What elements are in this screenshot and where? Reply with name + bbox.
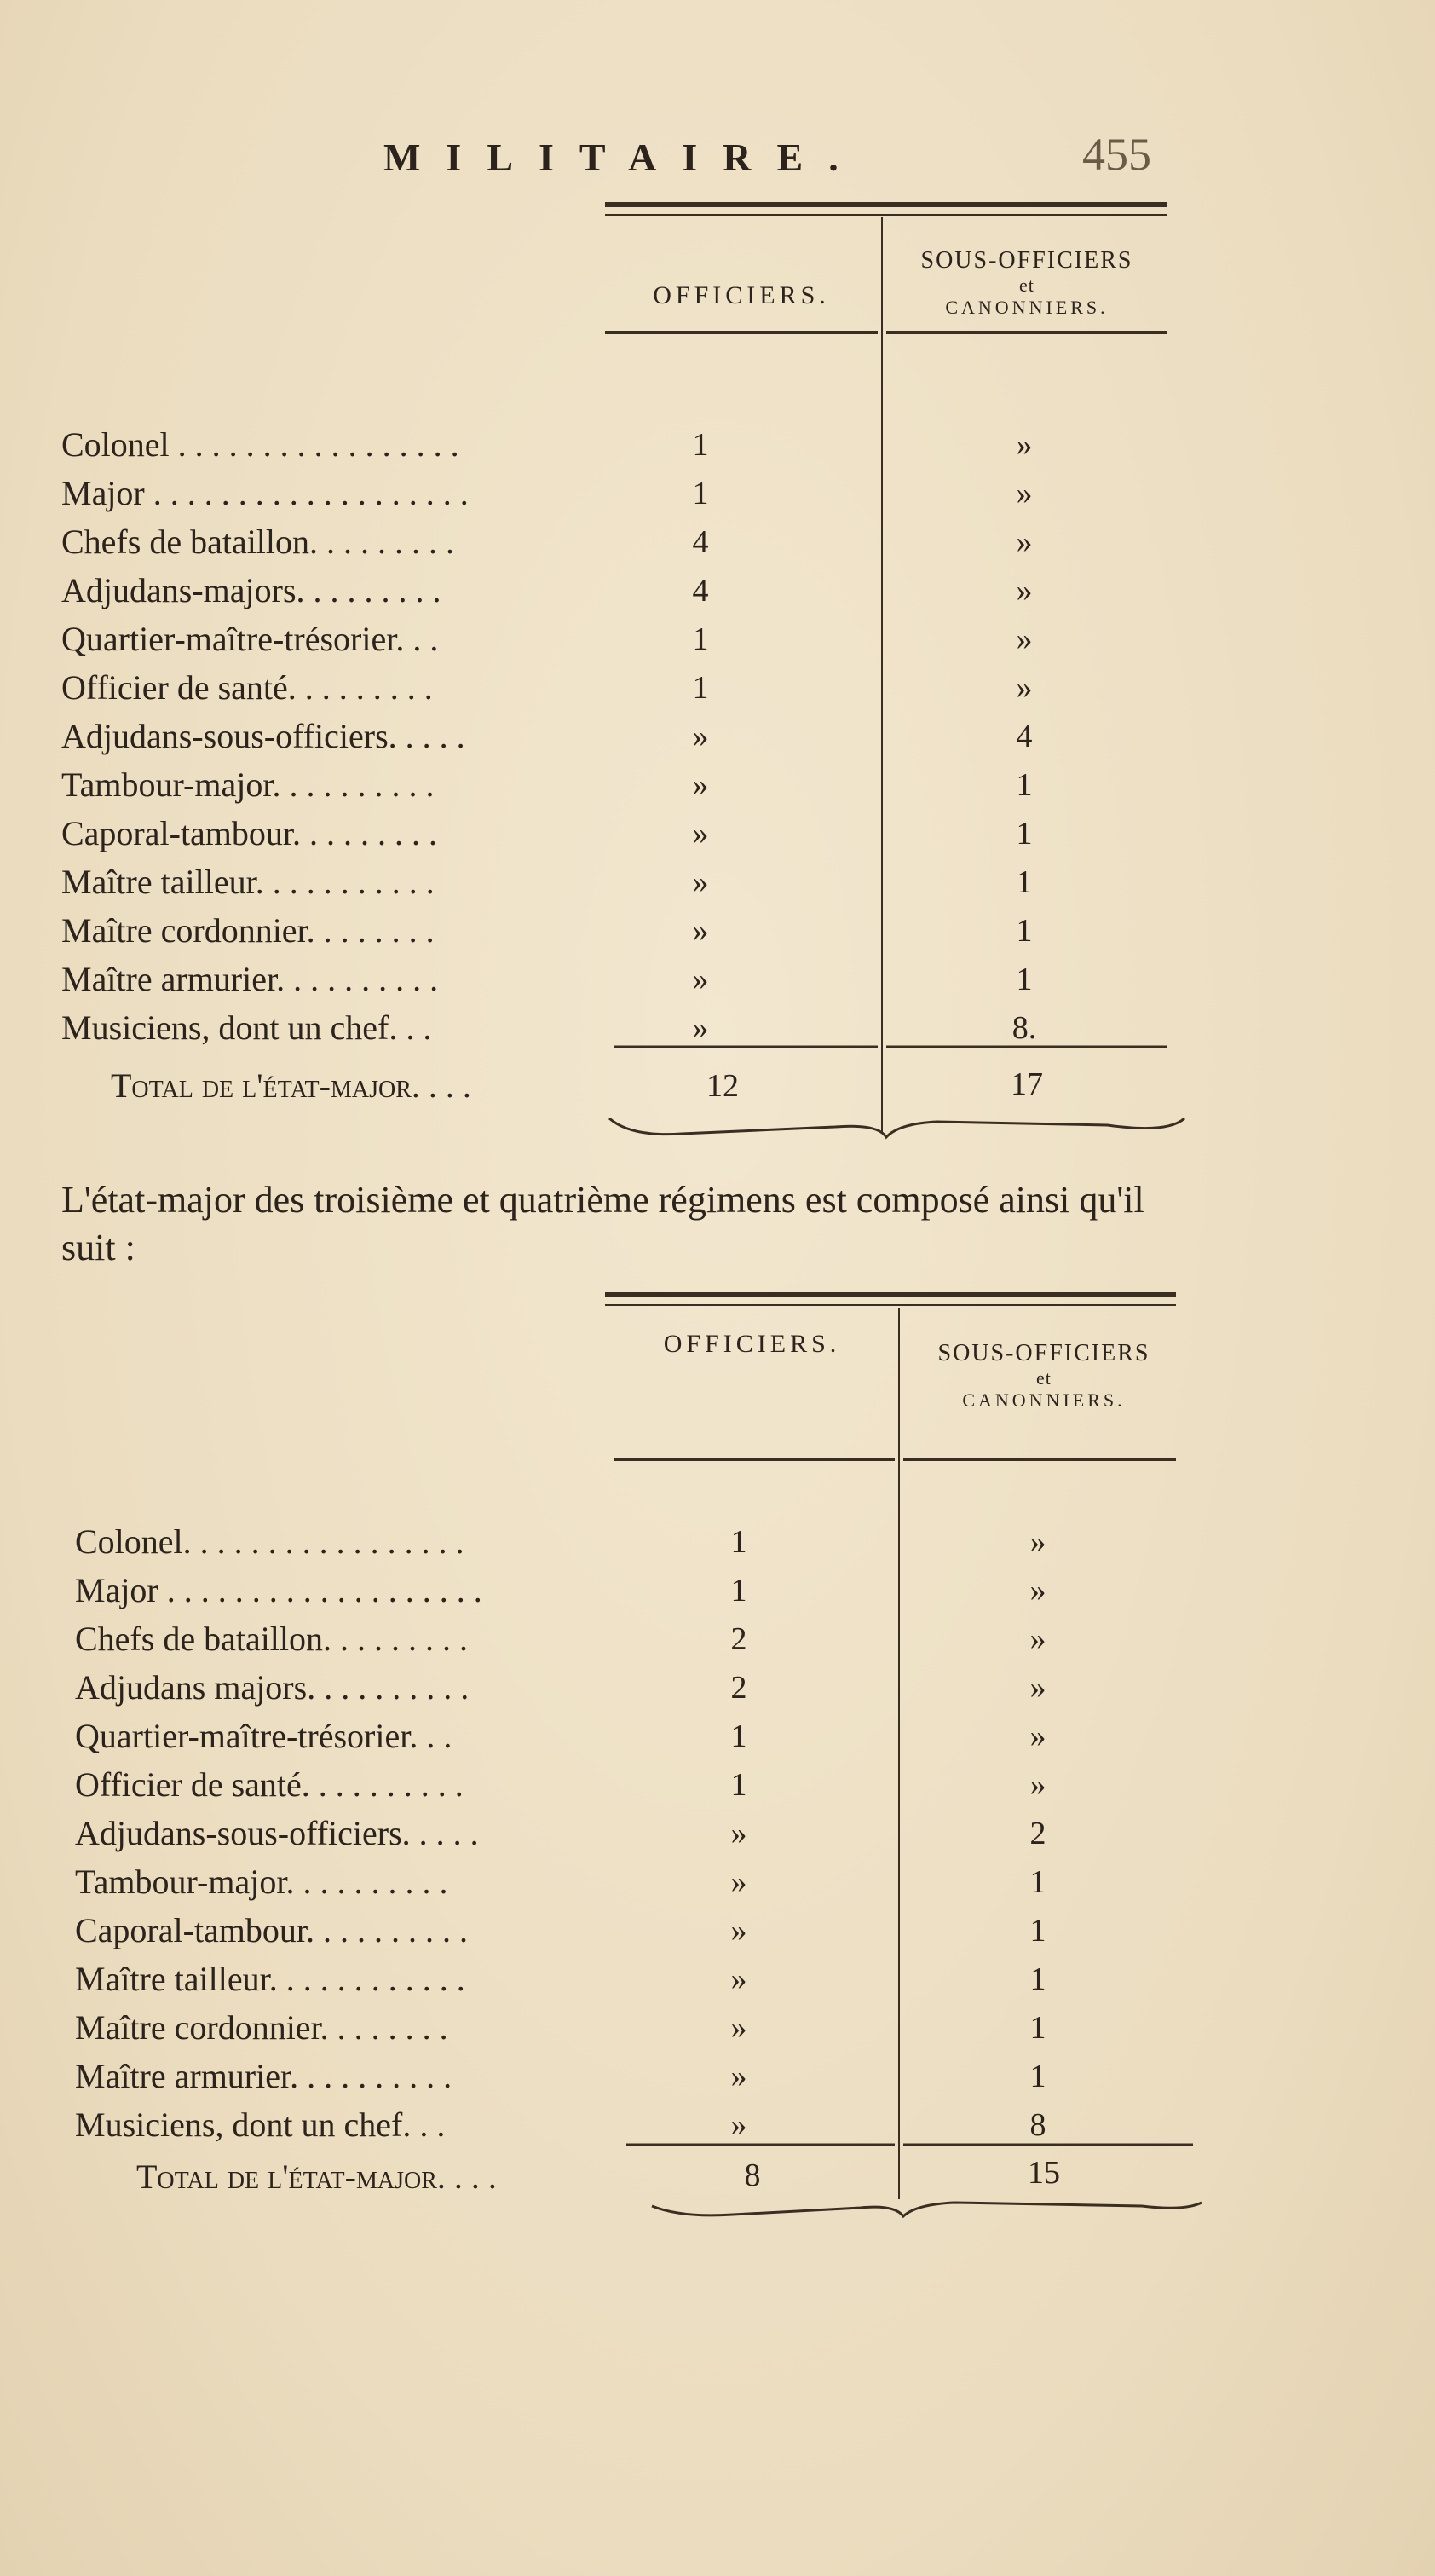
sous-officiers-value: 1 xyxy=(1016,767,1033,803)
sous-officiers-value: » xyxy=(1029,1767,1046,1803)
total-sous-officiers: 17 xyxy=(1011,1066,1043,1102)
row-label: Adjudans majors. . . . . . . . . . xyxy=(75,1668,470,1707)
sous-officiers-value: 1 xyxy=(1016,962,1033,997)
row-label: Adjudans-sous-officiers. . . . . xyxy=(61,717,465,755)
sous-officiers-value: 1 xyxy=(1029,1864,1046,1900)
officiers-value: » xyxy=(730,2107,747,2143)
officiers-value: 1 xyxy=(730,1767,747,1803)
officiers-value: » xyxy=(692,1010,709,1046)
officiers-value: » xyxy=(692,864,709,900)
row-label: Adjudans-sous-officiers. . . . . xyxy=(75,1814,479,1852)
sous-officiers-value: 1 xyxy=(1016,816,1033,852)
officiers-value: 4 xyxy=(692,573,709,609)
officiers-value: » xyxy=(692,962,709,997)
row-label: Tambour-major. . . . . . . . . . xyxy=(61,765,435,804)
row-label: Maître armurier. . . . . . . . . . xyxy=(61,960,439,998)
running-head: MILITAIRE. xyxy=(383,136,864,179)
row-label: Maître cordonnier. . . . . . . . xyxy=(61,911,435,950)
sous-officiers-value: 4 xyxy=(1016,719,1033,754)
row-label: Officier de santé. . . . . . . . . xyxy=(61,668,433,707)
total-officiers: 8 xyxy=(744,2157,761,2193)
column-header-officiers: OFFICIERS. xyxy=(653,281,830,309)
column-header-sous-line1: SOUS-OFFICIERS xyxy=(920,247,1133,274)
officiers-value: 4 xyxy=(692,524,709,560)
sous-officiers-value: 1 xyxy=(1029,1913,1046,1949)
officiers-value: 1 xyxy=(692,670,709,706)
row-label: Maître cordonnier. . . . . . . . xyxy=(75,2008,448,2047)
officiers-value: » xyxy=(730,1816,747,1851)
officiers-value: » xyxy=(692,719,709,754)
officiers-value: 1 xyxy=(730,1718,747,1754)
officiers-value: 1 xyxy=(730,1573,747,1609)
row-label: Major . . . . . . . . . . . . . . . . . . . xyxy=(75,1571,482,1609)
officiers-value: » xyxy=(692,816,709,852)
officiers-value: » xyxy=(730,2010,747,2046)
total-label: Total de l'état-major. . . . xyxy=(136,2157,497,2196)
sous-officiers-value: » xyxy=(1016,670,1033,706)
sous-officiers-value: » xyxy=(1029,1718,1046,1754)
row-label: Maître tailleur. . . . . . . . . . . . xyxy=(75,1960,465,1998)
row-label: Chefs de bataillon. . . . . . . . . xyxy=(75,1620,469,1658)
officiers-value: » xyxy=(692,913,709,949)
officiers-value: » xyxy=(730,1864,747,1900)
officiers-value: 1 xyxy=(730,1524,747,1560)
page-number: 455 xyxy=(1082,129,1151,180)
row-label: Chefs de bataillon. . . . . . . . . xyxy=(61,523,455,561)
officiers-value: » xyxy=(730,2059,747,2094)
row-label: Colonel . . . . . . . . . . . . . . . . . xyxy=(61,425,459,464)
sous-officiers-value: 2 xyxy=(1029,1816,1046,1851)
row-label: Quartier-maître-trésorier. . . xyxy=(61,620,439,658)
column-header-officiers: OFFICIERS. xyxy=(663,1330,841,1358)
column-header-sous-line3: CANONNIERS. xyxy=(945,297,1109,318)
row-label: Colonel. . . . . . . . . . . . . . . . . xyxy=(75,1522,464,1561)
sous-officiers-value: » xyxy=(1029,1670,1046,1706)
sous-officiers-value: 8 xyxy=(1029,2107,1046,2143)
officiers-value: » xyxy=(730,1961,747,1997)
column-header-sous-officiers xyxy=(899,1340,1189,1412)
officiers-value: 1 xyxy=(692,476,709,511)
column-header-sous-officiers xyxy=(882,247,1172,319)
officiers-value: 1 xyxy=(692,427,709,463)
sous-officiers-value: 1 xyxy=(1029,1961,1046,1997)
officiers-value: 2 xyxy=(730,1621,747,1657)
row-label: Officier de santé. . . . . . . . . . xyxy=(75,1765,464,1804)
sous-officiers-value: » xyxy=(1016,427,1033,463)
sous-officiers-value: » xyxy=(1016,524,1033,560)
row-label: Caporal-tambour. . . . . . . . . . xyxy=(75,1911,469,1949)
total-officiers: 12 xyxy=(706,1068,739,1104)
total-sous-officiers: 15 xyxy=(1028,2155,1060,2191)
row-label: Musiciens, dont un chef. . . xyxy=(61,1008,432,1047)
sous-officiers-value: » xyxy=(1029,1573,1046,1609)
paragraph: L'état-major des troisième et quatrième régimens est composé ainsi qu'il suit : xyxy=(61,1179,1144,1268)
row-label: Quartier-maître-trésorier. . . xyxy=(75,1717,452,1755)
sous-officiers-value: » xyxy=(1016,573,1033,609)
row-label: Maître tailleur. . . . . . . . . . . xyxy=(61,863,435,901)
sous-officiers-value: » xyxy=(1016,476,1033,511)
sous-officiers-value: 8. xyxy=(1011,1010,1037,1046)
sous-officiers-value: » xyxy=(1029,1524,1046,1560)
row-label: Tambour-major. . . . . . . . . . xyxy=(75,1863,448,1901)
officiers-value: » xyxy=(692,767,709,803)
row-label: Caporal-tambour. . . . . . . . . xyxy=(61,814,438,852)
sous-officiers-value: 1 xyxy=(1029,2010,1046,2046)
officiers-value: 2 xyxy=(730,1670,747,1706)
sous-officiers-value: 1 xyxy=(1029,2059,1046,2094)
officiers-value: 1 xyxy=(692,621,709,657)
column-header-sous-et: et xyxy=(1019,274,1034,296)
sous-officiers-value: » xyxy=(1029,1621,1046,1657)
column-header-sous-line1: SOUS-OFFICIERS xyxy=(937,1340,1150,1366)
column-header-sous-line3: CANONNIERS. xyxy=(962,1389,1126,1411)
row-label: Musiciens, dont un chef. . . xyxy=(75,2105,446,2144)
total-label: Total de l'état-major. . . . xyxy=(111,1066,471,1105)
row-label: Maître armurier. . . . . . . . . . xyxy=(75,2057,452,2095)
column-header-sous-et: et xyxy=(1036,1367,1052,1389)
officiers-value: » xyxy=(730,1913,747,1949)
sous-officiers-value: 1 xyxy=(1016,864,1033,900)
sous-officiers-value: » xyxy=(1016,621,1033,657)
sous-officiers-value: 1 xyxy=(1016,913,1033,949)
row-label: Major . . . . . . . . . . . . . . . . . . . xyxy=(61,474,469,512)
row-label: Adjudans-majors. . . . . . . . . xyxy=(61,571,441,609)
